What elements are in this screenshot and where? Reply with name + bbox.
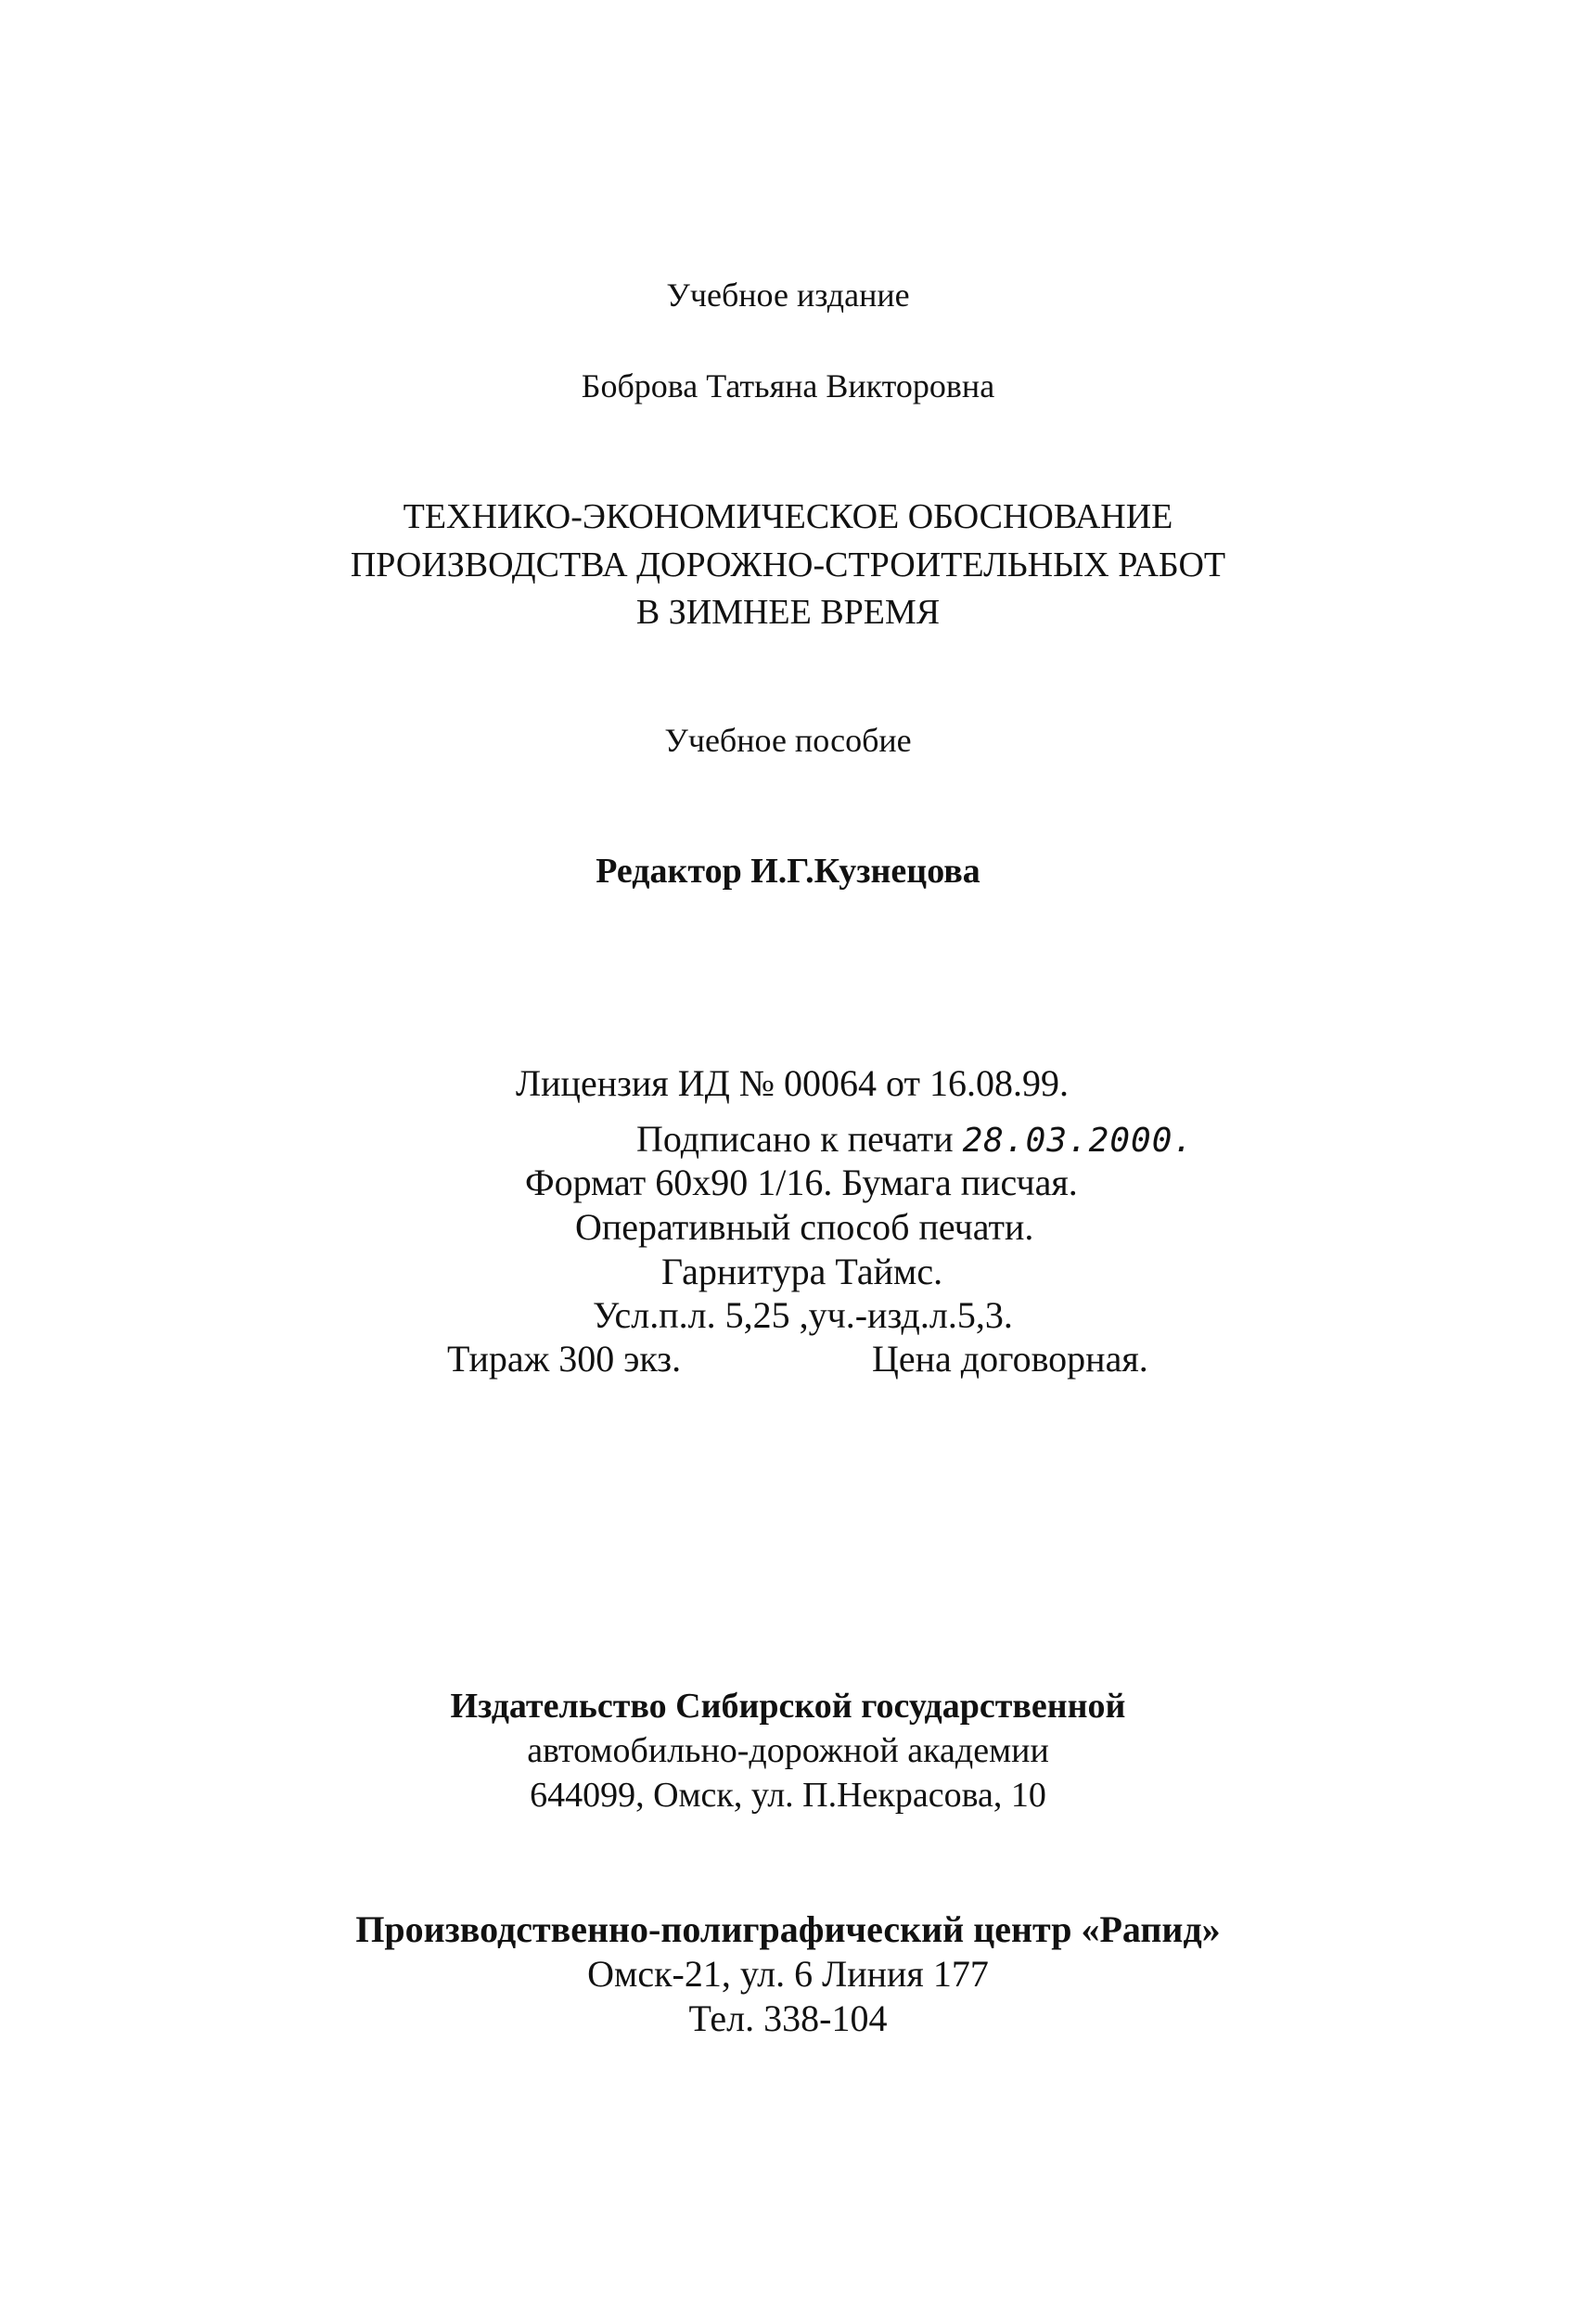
author-name: Боброва Татьяна Викторовна: [581, 367, 995, 404]
license-line: Лицензия ИД № 00064 от 16.08.99.: [516, 1062, 1069, 1104]
typeface-line: Гарнитура Таймс.: [661, 1251, 943, 1292]
title-line-1: ТЕХНИКО-ЭКОНОМИЧЕСКОЕ ОБОСНОВАНИЕ: [403, 497, 1173, 536]
signed-line: [636, 1118, 1195, 1160]
printer-name: Производственно-полиграфический центр «Рапид»: [355, 1908, 1221, 1950]
printer-address: Омск-21, ул. 6 Линия 177: [587, 1953, 989, 1995]
print-method-line: Оперативный способ печати.: [575, 1206, 1034, 1248]
editor: Редактор И.Г.Кузнецова: [596, 852, 980, 891]
signed-date: 28.03.2000.: [962, 1122, 1195, 1160]
publisher-address: 644099, Омск, ул. П.Некрасова, 10: [530, 1776, 1046, 1815]
price: Цена договорная.: [872, 1338, 1148, 1380]
subtitle: Учебное пособие: [664, 722, 912, 759]
circulation: Тираж 300 экз.: [447, 1338, 682, 1380]
publisher-line-1: [0, 1688, 1576, 1724]
edition-type: Учебное издание: [666, 276, 910, 314]
sheets-line: Усл.п.л. 5,25 ,уч.-изд.л.5,3.: [593, 1294, 1013, 1336]
title-line-2: ПРОИЗВОДСТВА ДОРОЖНО-СТРОИТЕЛЬНЫХ РАБОТ: [350, 546, 1226, 584]
format-line: Формат 60х90 1/16. Бумага писчая.: [525, 1162, 1078, 1203]
title-line-3: В ЗИМНЕЕ ВРЕМЯ: [635, 593, 941, 632]
publisher-line-2: автомобильно-дорожной академии: [527, 1731, 1049, 1770]
signed-label: Подписано к печати: [636, 1118, 954, 1160]
printer-phone: Тел. 338-104: [688, 1997, 888, 2039]
publisher-name: Издательство Сибирской государственной: [450, 1687, 1126, 1726]
